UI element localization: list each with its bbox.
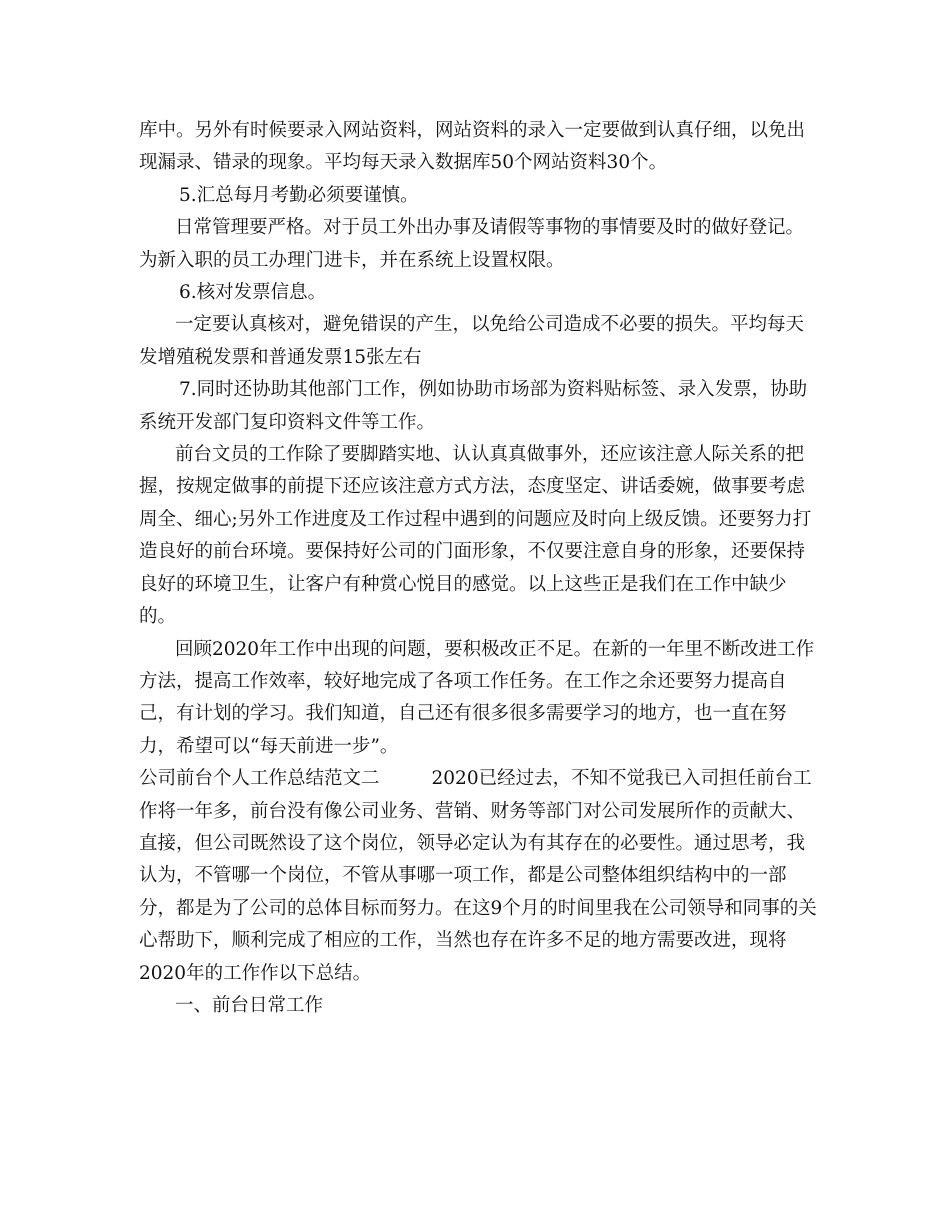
section-intro-text: 2020已经过去，不知不觉我已入司担任前台工作将一年多，前台没有像公司业务、营销、财务等部门对公司发展所作的贡献大、直接，但公司既然设了这个岗位，领导必定认为有其存在的必要性。通过思考，我认为，不管哪一个岗位，不管从事哪一项工作，都是公司整体组织结构中的一部分，都是为了公司的总体目标而努力。在这9个月的时间里我在公司领导和同事的关心帮助下，顺利完成了相应的工作，当然也存在许多不足的地方需要改进，现将2020年的工作作以下总结。 xyxy=(139,768,817,984)
heading-daily-work: 一、前台日常工作 xyxy=(175,994,324,1016)
document-body xyxy=(139,115,819,1022)
section-two-intro xyxy=(139,763,819,990)
paragraph-database-entry: 库中。另外有时候要录入网站资料，网站资料的录入一定要做到认真仔细，以免出现漏录、错录的现象。平均每天录入数据库50个网站资料30个。 xyxy=(139,120,806,174)
paragraph-daily-management: 日常管理要严格。对于员工外出办事及请假等事物的事情要及时的做好登记。为新入职的员工办理门进卡，并在系统上设置权限。 xyxy=(139,217,805,271)
paragraph-review-2020: 回顾2020年工作中出现的问题，要积极改正不足。在新的一年里不断改进工作方法，提高工作效率，较好地完成了各项工作任务。在工作之余还要努力提高自己，有计划的学习。我们知道，自己还有很多很多需要学习的地方，也一直在努力，希望可以“每天前进一步”。 xyxy=(139,638,815,757)
paragraph-front-desk-work: 前台文员的工作除了要脚踏实地、认认真真做事外，还应该注意人际关系的把握，按规定做事的前提下还应该注意方式方法，态度坚定、讲话委婉，做事要考虑周全、细心;另外工作进度及工作过程中遇到的问题应及时向上级反馈。还要努力打造良好的前台环境。要保持好公司的门面形象，不仅要注意自身的形象，还要保持良好的环境卫生，让客户有种赏心悦目的感觉。以上这些正是我们在工作中缺少的。 xyxy=(139,444,812,628)
item-assist-departments: 7.同时还协助其他部门工作，例如协助市场部为资料贴标签、录入发票，协助系统开发部门复印资料文件等工作。 xyxy=(139,379,808,433)
item-attendance-heading: 5.汇总每月考勤必须要谨慎。 xyxy=(179,184,419,206)
paragraph-invoice-check: 一定要认真核对，避免错误的产生，以免给公司造成不必要的损失。平均每天发增殖税发票和普通发票15张左右 xyxy=(139,314,805,368)
item-invoice-heading: 6.核对发票信息。 xyxy=(179,282,327,304)
section-title: 公司前台个人工作总结范文二 xyxy=(139,768,380,790)
